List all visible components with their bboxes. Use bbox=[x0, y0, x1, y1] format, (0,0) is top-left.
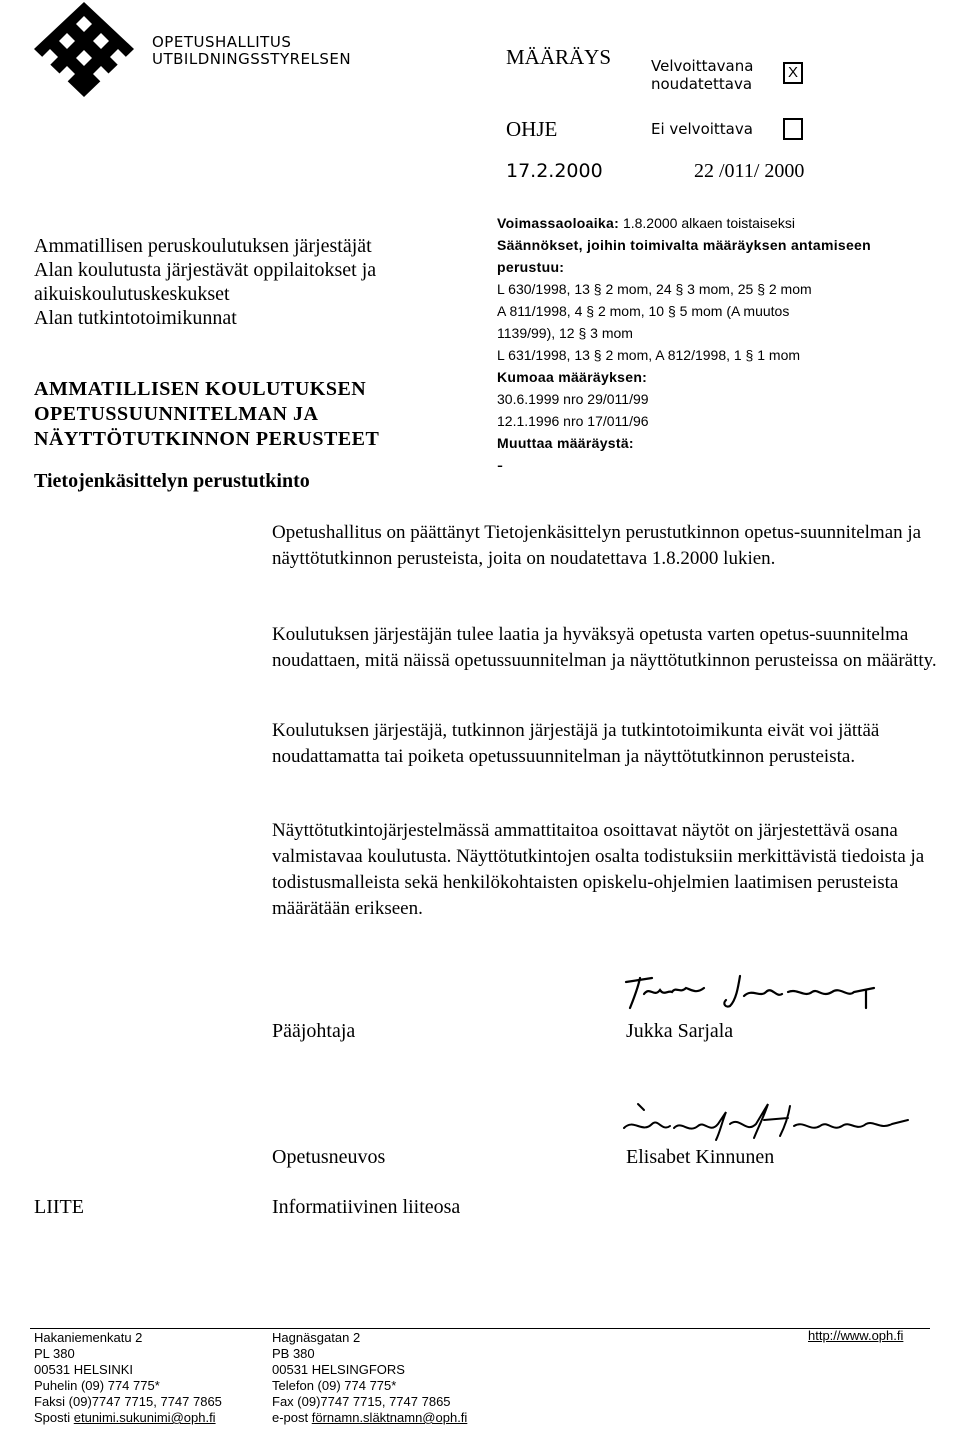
attachment-label: LIITE bbox=[34, 1196, 84, 1218]
footer-line: 00531 HELSINKI bbox=[34, 1362, 134, 1377]
repeals-item: 30.6.1999 nro 29/011/99 bbox=[497, 391, 649, 407]
attachment-value: Informatiivinen liiteosa bbox=[272, 1196, 461, 1218]
validity-row bbox=[497, 212, 871, 234]
body-paragraph: Näyttötutkintojärjestelmässä ammattitaitoa osoittavat näytöt on järjestettävä osana valmistavaa koulutusta. Näyttötutkintojen osalta todistuksiin merkittävistä tiedoista ja todistusmalleista sekä henkilökohtaisten opiskelu-ohjelmien laatimisen perusteista määrätään erikseen. bbox=[272, 820, 925, 919]
basis-label: Säännökset, joihin toimivalta määräyksen antamiseen bbox=[497, 237, 871, 253]
org-name-fi: OPETUSHALLITUS bbox=[152, 33, 292, 51]
footer-address-fi bbox=[34, 1330, 222, 1426]
signer1-name: Jukka Sarjala bbox=[626, 1020, 734, 1042]
nonbinding-label: Ei velvoittava bbox=[651, 120, 753, 138]
validity-label: Voimassaoloaika: bbox=[497, 215, 620, 231]
recipient-item: Alan koulutusta järjestävät oppilaitokset ja bbox=[34, 259, 377, 281]
recipient-item: aikuiskoulutuskeskukset bbox=[34, 283, 230, 305]
basis-item: L 630/1998, 13 § 2 mom, 24 § 3 mom, 25 § 2 mom bbox=[497, 281, 812, 297]
amends-value: - bbox=[497, 455, 503, 475]
footer-line: Puhelin (09) 774 775* bbox=[34, 1378, 160, 1393]
title-line: AMMATILLISEN KOULUTUKSEN bbox=[34, 378, 367, 400]
validity-value: 1.8.2000 alkaen toistaiseksi bbox=[622, 215, 795, 231]
basis-item: A 811/1998, 4 § 2 mom, 10 § 5 mom (A muutos bbox=[497, 303, 790, 319]
doc-type-maarays: MÄÄRÄYS bbox=[506, 45, 612, 69]
oph-logo bbox=[34, 2, 134, 97]
footer-email-link[interactable]: etunimi.sukunimi@oph.fi bbox=[73, 1410, 216, 1425]
footer-address-sv bbox=[272, 1330, 467, 1426]
footer-website-link[interactable]: http://www.oph.fi bbox=[808, 1328, 904, 1343]
signature-sarjala bbox=[622, 968, 912, 1012]
signer1-role: Pääjohtaja bbox=[272, 1020, 356, 1042]
metadata-block bbox=[497, 212, 871, 476]
footer-divider bbox=[30, 1328, 930, 1329]
title-line: NÄYTTÖTUTKINNON PERUSTEET bbox=[34, 428, 380, 450]
document-date: 17.2.2000 bbox=[506, 160, 603, 182]
footer-email-link[interactable]: förnamn.släktnamn@oph.fi bbox=[311, 1410, 468, 1425]
binding-label-1: Velvoittavana bbox=[651, 57, 754, 75]
footer-line: 00531 HELSINGFORS bbox=[272, 1362, 405, 1377]
recipient-item: Alan tutkintotoimikunnat bbox=[34, 307, 237, 329]
footer-email-row bbox=[34, 1410, 222, 1426]
footer-line: PL 380 bbox=[34, 1346, 75, 1361]
body-paragraph: Koulutuksen järjestäjä, tutkinnon järjestäjä ja tutkintotoimikunta eivät voi jättää noudattamatta tai poiketa opetussuunnitelman ja näyttötutkinnon perusteista. bbox=[272, 720, 880, 767]
footer-email-prefix: e-post bbox=[272, 1410, 312, 1425]
document-title bbox=[34, 377, 379, 452]
body-paragraph: Opetushallitus on päättänyt Tietojenkäsittelyn perustutkinnon opetus-suunnitelman ja näyttötutkinnon perusteista, joita on noudatettava 1.8.2000 lukien. bbox=[272, 522, 922, 569]
document-subtitle: Tietojenkäsittelyn perustutkinto bbox=[34, 470, 310, 492]
footer-line: Faksi (09)7747 7715, 7747 7865 bbox=[34, 1394, 222, 1409]
footer-line: Hagnäsgatan 2 bbox=[272, 1330, 361, 1345]
body-paragraph: Koulutuksen järjestäjän tulee laatia ja hyväksyä opetusta varten opetus-suunnitelma noudattaen, mitä näissä opetussuunnitelman ja näyttötutkinnon perusteissa on määrätty. bbox=[272, 624, 937, 671]
binding-label-2: noudatettava bbox=[651, 75, 753, 93]
basis-item: L 631/1998, 13 § 2 mom, A 812/1998, 1 § 1 mom bbox=[497, 347, 801, 363]
footer-line: Hakaniemenkatu 2 bbox=[34, 1330, 143, 1345]
amends-label: Muuttaa määräystä: bbox=[497, 435, 634, 451]
footer-line: PB 380 bbox=[272, 1346, 315, 1361]
basis-label-cont: perustuu: bbox=[497, 259, 565, 275]
footer-email-row bbox=[272, 1410, 467, 1426]
nonbinding-checkbox bbox=[783, 118, 803, 140]
footer-line: Fax (09)7747 7715, 7747 7865 bbox=[272, 1394, 451, 1409]
reference-number: 22 /011/ 2000 bbox=[694, 160, 805, 182]
signature-kinnunen bbox=[618, 1098, 918, 1146]
organization-name bbox=[152, 34, 351, 68]
recipients-list bbox=[34, 234, 376, 330]
repeals-label: Kumoaa määräyksen: bbox=[497, 369, 648, 385]
footer-email-prefix: Sposti bbox=[34, 1410, 74, 1425]
org-name-sv: UTBILDNINGSSTYRELSEN bbox=[152, 50, 352, 68]
repeals-item: 12.1.1996 nro 17/011/96 bbox=[497, 413, 649, 429]
signer2-role: Opetusneuvos bbox=[272, 1146, 386, 1168]
footer-line: Telefon (09) 774 775* bbox=[272, 1378, 397, 1393]
title-line: OPETUSSUUNNITELMAN JA bbox=[34, 403, 319, 425]
basis-item: 1139/99), 12 § 3 mom bbox=[497, 325, 633, 341]
binding-checkbox bbox=[783, 62, 803, 84]
checkbox-mark: X bbox=[787, 64, 798, 81]
signer2-name: Elisabet Kinnunen bbox=[626, 1146, 775, 1168]
recipient-item: Ammatillisen peruskoulutuksen järjestäjät bbox=[34, 235, 372, 257]
doc-type-ohje: OHJE bbox=[506, 117, 558, 141]
